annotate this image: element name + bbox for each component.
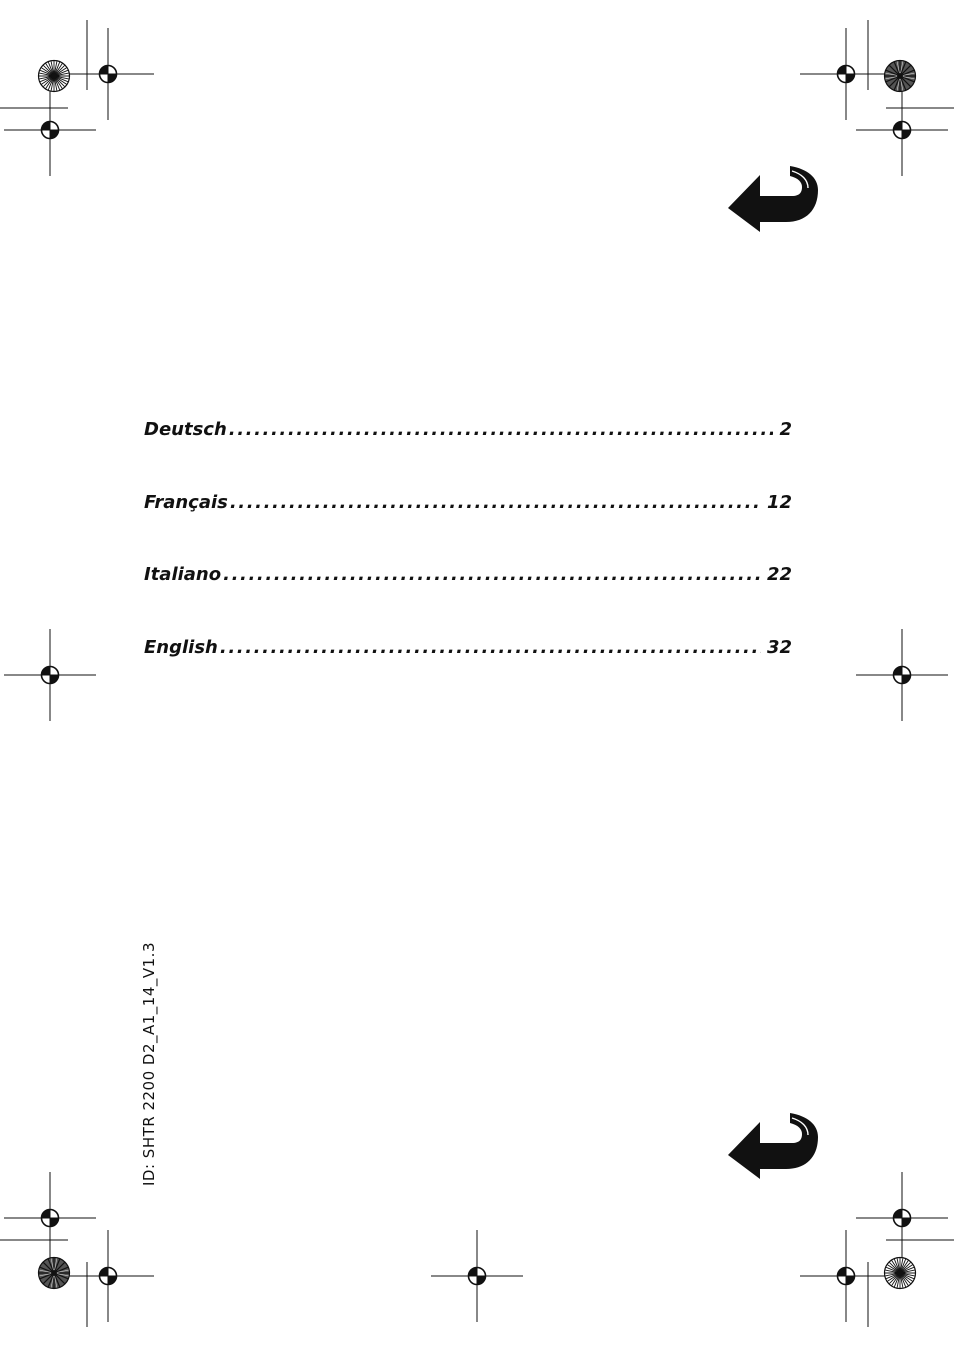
toc-entry-page: 2: [773, 418, 792, 442]
toc-entry-deutsch[interactable]: [144, 418, 792, 442]
registration-crosshair-icon: [856, 84, 948, 176]
toc-dot-leader: [220, 636, 761, 660]
registration-crosshair-icon: [4, 629, 96, 721]
registration-crosshair-icon: [856, 629, 948, 721]
toc-entry-label: Français: [144, 491, 228, 513]
registration-crosshair-icon: [4, 84, 96, 176]
toc-entry-label: Deutsch: [144, 419, 227, 440]
toc-entry-francais[interactable]: [144, 491, 792, 515]
toc-entry-label: English: [144, 636, 218, 658]
table-of-contents: [144, 418, 792, 708]
radial-starburst-target-icon: [39, 61, 70, 92]
toc-entry-label: Italiano: [144, 564, 222, 586]
radial-starburst-target-icon: [885, 1258, 916, 1289]
curved-return-arrow-icon: [724, 162, 824, 236]
registration-crosshair-icon: [62, 1230, 154, 1322]
registration-crosshair-icon: [800, 28, 892, 120]
radial-starburst-target-icon: [39, 1258, 70, 1289]
registration-crosshair-icon: [431, 1230, 523, 1322]
curved-return-arrow-icon: [724, 1109, 824, 1183]
registration-crosshair-icon: [62, 28, 154, 120]
toc-dot-leader: [223, 563, 761, 587]
toc-entry-page: 32: [761, 636, 792, 660]
registration-crosshair-icon: [856, 1172, 948, 1264]
toc-entry-italiano[interactable]: [144, 563, 792, 587]
registration-crosshair-icon: [800, 1230, 892, 1322]
document-id-label: ID: SHTR 2200 D2_A1_14_V1.3: [140, 942, 158, 1186]
toc-dot-leader: [230, 491, 761, 515]
toc-dot-leader: [229, 418, 774, 442]
toc-entry-page: 12: [761, 491, 792, 515]
registration-crosshair-icon: [4, 1172, 96, 1264]
radial-starburst-target-icon: [885, 61, 916, 92]
toc-entry-english[interactable]: [144, 636, 792, 660]
toc-entry-page: 22: [761, 563, 792, 587]
